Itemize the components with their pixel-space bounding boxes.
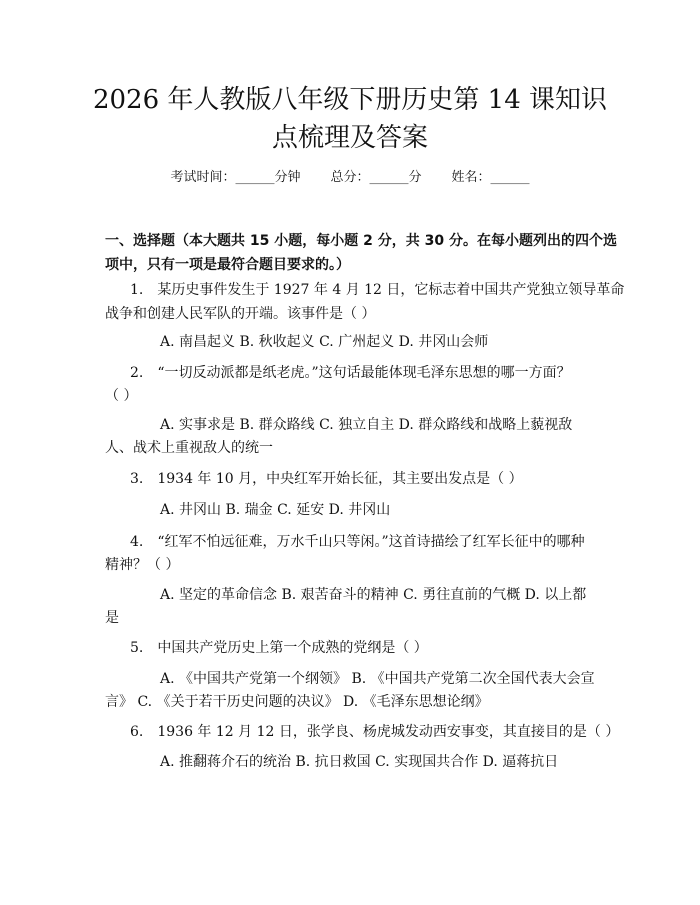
question-6-stem: 6. 1936 年 12 月 12 日，张学良、杨虎城发动西安事变，其直接目的是（ ） (130, 724, 620, 740)
section-heading-line-1: 一、选择题（本大题共 15 小题，每小题 2 分，共 30 分。在每小题列出的四个选 (105, 233, 617, 249)
question-2-stem-line-1: 2. “一切反动派都是纸老虎。”这句话最能体现毛泽东思想的哪一方面？ (130, 365, 571, 381)
question-5-options-line-2: 言》 C. 《关于若干历史问题的决议》 D. 《毛泽东思想论纲》 (105, 694, 489, 710)
question-1-stem-line-1: 1. 某历史事件发生于 1927 年 4 月 12 日，它标志着中国共产党独立领导革命 (130, 282, 625, 298)
question-2-options-line-1: A. 实事求是 B. 群众路线 C. 独立自主 D. 群众路线和战略上藐视敌 (160, 417, 573, 433)
question-2-options-line-2: 人、战术上重视敌人的统一 (105, 440, 273, 456)
question-3-stem: 3. 1934 年 10 月，中央红军开始长征，其主要出发点是（ ） (130, 471, 523, 487)
question-5-stem: 5. 中国共产党历史上第一个成熟的党纲是（ ） (130, 640, 428, 656)
question-4-options-line-2: 是 (105, 610, 119, 626)
question-4-options-line-1: A. 坚定的革命信念 B. 艰苦奋斗的精神 C. 勇往直前的气概 D. 以上都 (160, 587, 587, 603)
name-label: 姓名：______ (451, 170, 530, 185)
exam-time-label: 考试时间：______分钟 (170, 170, 301, 185)
section-heading-line-2: 项中，只有一项是最符合题目要求的。） (105, 257, 350, 273)
question-5-options-line-1: A. 《中国共产党第一个纲领》 B. 《中国共产党第二次全国代表大会宣 (160, 671, 595, 687)
question-1-options: A. 南昌起义 B. 秋收起义 C. 广州起义 D. 井冈山会师 (160, 334, 489, 350)
total-score-label: 总分：______分 (330, 170, 422, 185)
document-title-line-1: 2026 年人教版八年级下册历史第 14 课知识 (92, 85, 608, 115)
question-4-stem-line-2: 精神？（ ） (105, 557, 180, 573)
question-6-options: A. 推翻蒋介石的统治 B. 抗日救国 C. 实现国共合作 D. 逼蒋抗日 (160, 754, 559, 770)
question-1-stem-line-2: 战争和创建人民军队的开端。该事件是（ ） (105, 306, 376, 322)
question-3-options: A. 井冈山 B. 瑞金 C. 延安 D. 井冈山 (160, 502, 391, 518)
document-title-line-2: 点梳理及答案 (271, 123, 428, 153)
exam-info (0, 168, 700, 188)
question-4-stem-line-1: 4. “红军不怕远征难，万水千山只等闲。”这首诗描绘了红军长征中的哪种 (130, 534, 585, 550)
question-2-stem-line-2: （ ） (105, 388, 138, 404)
